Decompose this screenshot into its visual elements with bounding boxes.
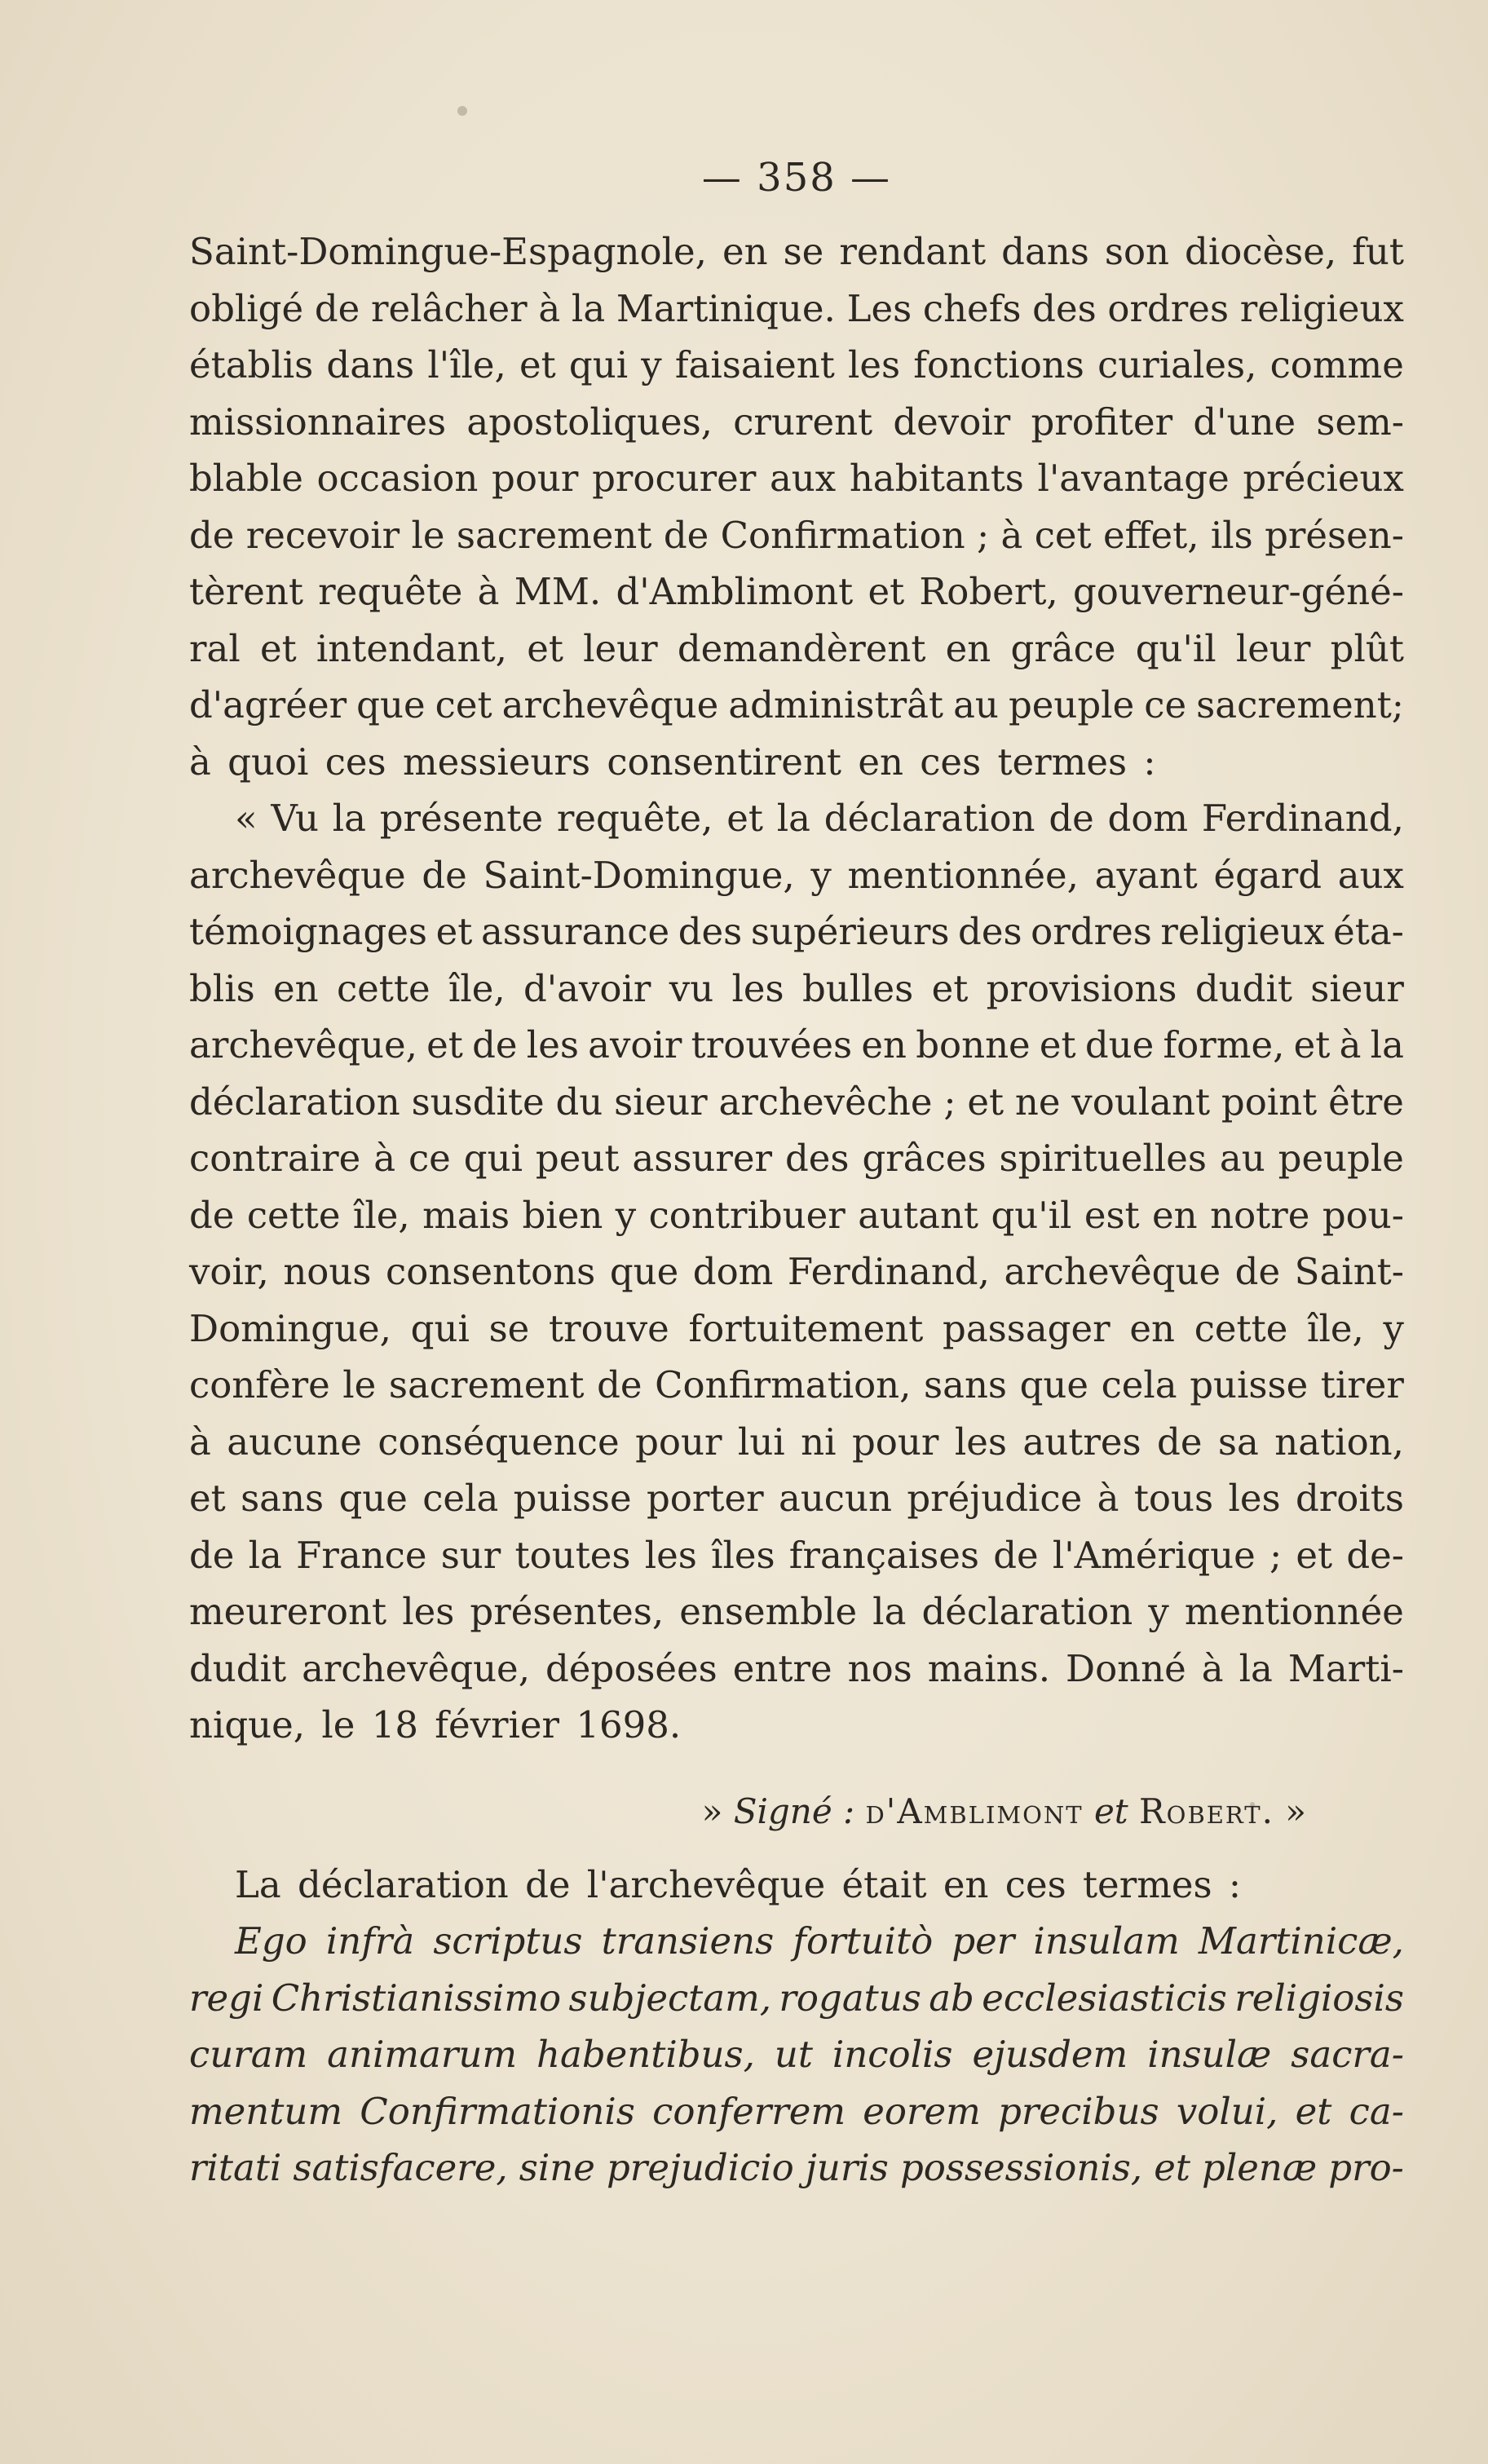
text-line: obligé de relâcher à la Martinique. Les chefs des ordres religieux [189,286,1404,330]
text-line: La déclaration de l'archevêque était en ces termes : [235,1862,1242,1906]
signature-line [189,1767,1404,1857]
signature-and: et [1093,1791,1128,1831]
text-line: blable occasion pour procurer aux habitants l'avantage précieux [189,457,1404,500]
text-line: voir, nous consentons que dom Ferdinand, archevêque de Saint- [189,1250,1404,1293]
paragraph-1 [189,223,1404,790]
signature-name-2: Robert. [1139,1791,1274,1831]
text-line: archevêque de Saint-Domingue, y mentionnée, ayant égard aux [189,853,1404,897]
text-line: Domingue, qui se trouve fortuitement passager en cette île, y [189,1306,1404,1350]
text-line: blis en cette île, d'avoir vu les bulles et provisions dudit sieur [189,966,1404,1010]
latin-declaration [189,1913,1404,2197]
text-line: d'agréer que cet archevêque administrât au peuple ce sacrement; [189,683,1404,726]
text-line: contraire à ce qui peut assurer des grâces spirituelles au peuple [189,1137,1404,1180]
text-line: regi Christianissimo subjectam, rogatus ab ecclesiasticis religiosis [189,1976,1404,2020]
text-line: et sans que cela puisse porter aucun préjudice à tous les droits [189,1477,1404,1520]
text-line: établis dans l'île, et qui y faisaient les fonctions curiales, comme [189,343,1404,386]
page-number: — 358 — [701,155,892,201]
book-page [189,155,1404,2197]
signature-signed: Signé : [733,1791,855,1831]
text-line: Ego infrà scriptus transiens fortuitò per insulam Martinicæ, [235,1919,1404,1963]
text-line: témoignages et assurance des supérieurs des ordres religieux éta- [189,910,1404,953]
text-line: tèrent requête à MM. d'Amblimont et Robert, gouverneur-géné- [189,570,1404,613]
text-line: curam animarum habentibus, ut incolis ejusdem insulæ sacra- [189,2033,1404,2076]
text-line: mentum Confirmationis conferrem eorem precibus volui, et ca- [189,2089,1404,2133]
signature-name-1: d'Amblimont [865,1791,1084,1831]
ink-speck [457,106,467,116]
signature-close-quote: » [1274,1791,1306,1831]
text-line: missionnaires apostoliques, crurent devoir profiter d'une sem- [189,400,1404,444]
text-line: dudit archevêque, déposées entre nos mains. Donné à la Marti- [189,1646,1404,1690]
text-line: déclaration susdite du sieur archevêche ; et ne voulant point être [189,1080,1404,1124]
text-line: archevêque, et de les avoir trouvées en bonne et due forme, et à la [189,1023,1404,1066]
text-line: « Vu la présente requête, et la déclaration de dom Ferdinand, [235,797,1404,840]
text-line: de la France sur toutes les îles françaises de l'Amérique ; et de- [189,1533,1404,1577]
paragraph-3 [189,1857,1404,1914]
text-line: meureront les présentes, ensemble la déclaration y mentionnée [189,1590,1404,1633]
text-line: confère le sacrement de Confirmation, sans que cela puisse tirer [189,1363,1404,1406]
text-line: Saint-Domingue-Espagnole, en se rendant dans son diocèse, fut [189,230,1404,273]
text-line: de cette île, mais bien y contribuer autant qu'il est en notre pou- [189,1193,1404,1237]
paragraph-2 [189,790,1404,1754]
text-line: à aucune conséquence pour lui ni pour les autres de sa nation, [189,1420,1404,1464]
text-line: ritati satisfacere, sine prejudicio juris possessionis, et plenæ pro- [189,2146,1404,2189]
text-line: de recevoir le sacrement de Confirmation ; à cet effet, ils présen- [189,513,1404,557]
text-line: ral et intendant, et leur demandèrent en grâce qu'il leur plût [189,626,1404,670]
text-line: nique, le 18 février 1698. [189,1703,682,1746]
text-line: à quoi ces messieurs consentirent en ces termes : [189,740,1156,784]
signature-open-quote: » [701,1791,734,1831]
